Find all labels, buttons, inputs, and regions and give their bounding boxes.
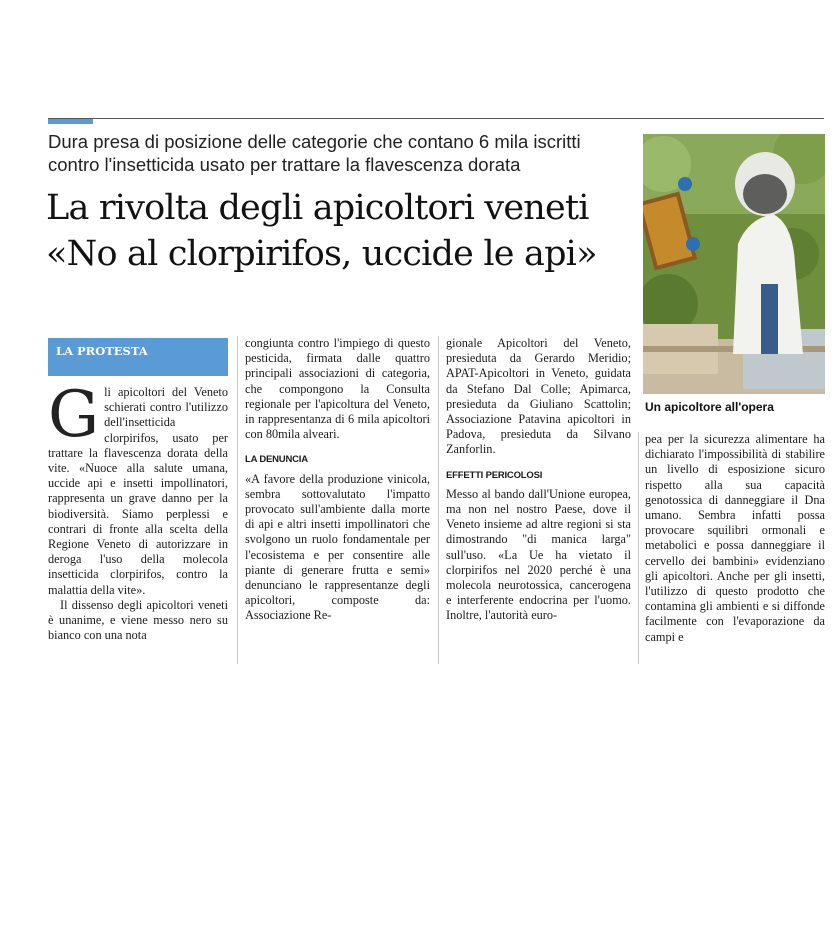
beekeeper-photo — [643, 134, 825, 394]
section-label: LA PROTESTA — [48, 338, 228, 376]
headline — [46, 185, 646, 277]
paragraph: Il dissenso degli apicoltori veneti è unanime, e viene messo nero su bianco con una nota — [48, 597, 228, 643]
paragraph-text: li apicoltori del Veneto schierati contro l'utilizzo dell'insetticida clorpirifos, usato per trattare la flavescenza dorata della vite. «Nuoce alla salute umana, uccide api e insetti impollinatori, rappresenta un grave danno per la biodiversità. Siamo perplessi e contrari di fronte alla scelta della Regione Veneto di autorizzare in deroga l'uso della molecola insetticida clorpirifos, contro la malattia della vite». — [48, 385, 228, 597]
paragraph: gionale Apicoltori del Veneto, presieduta da Gerardo Meridio; APAT-Apicoltori in Veneto, guidata da Stefano Dal Colle; Apimarca, presieduta da Giuliano Scattolin; Associazione Patavina apicoltori in Padova, presieduta da Silvano Zanforlin. — [446, 336, 631, 457]
subheadline — [48, 130, 628, 176]
column-1 — [48, 378, 228, 643]
subheadline-line: contro l'insetticida usato per trattare la flavescenza dorata — [48, 154, 521, 175]
top-rule — [48, 118, 824, 119]
paragraph: «A favore della produzione vinicola, sembra sottovalutato l'impatto provocato sull'ambiente dalla morte di api e altri insetti impollinatori che svolgono un ruolo fondamentale per l'ecosistema e per consentire alle piante di generare frutta e semi» denunciano le rappresentanze degli apicoltori, composte da: Associazione Re- — [245, 471, 430, 623]
paragraph: Messo al bando dall'Unione europea, ma non nel nostro Paese, dove il Veneto insieme ad altre regioni si sta dimostrando "di manica larga" sull'uso. «La Ue ha vietato il clorpirifos nel 2020 perché è una molecola neurotossica, cancerogena e interferente endocrina per l'uomo. Inoltre, l'autorità euro- — [446, 486, 631, 623]
column-2 — [245, 336, 430, 624]
paragraph — [48, 378, 228, 598]
column-4 — [645, 432, 825, 645]
column-3 — [446, 336, 631, 624]
photo-caption: Un apicoltore all'opera — [645, 400, 774, 414]
accent-bar — [48, 119, 93, 124]
column-divider — [237, 336, 238, 664]
paragraph: pea per la sicurezza alimentare ha dichiarato l'impossibilità di stabilire un livello di esposizione sicuro rispetto alla sua capacità genotossica di danneggiare il Dna umano. Sembra infatti possa provocare squilibri ormonali e metabolici e possa danneggiare il cervello dei bambini» evidenziano gli apicoltori. Anche per gli insetti, l'utilizzo di questo prodotto che contamina gli ambienti e si diffonde facilmente con l'evaporazione da campi e — [645, 432, 825, 644]
subheadline-line: Dura presa di posizione delle categorie che contano 6 mila iscritti — [48, 131, 581, 152]
headline-line: «No al clorpirifos, uccide le api» — [46, 234, 597, 274]
beekeeper-illustration — [643, 134, 825, 394]
dropcap: G — [48, 378, 100, 452]
paragraph: congiunta contro l'impiego di questo pesticida, firmata dalle quattro principali associazioni di categoria, che compongono la Consulta regionale per l'apicoltura del Veneto, in rappresentanza di 6 mila apicoltori con 80mila alveari. — [245, 336, 430, 442]
column-divider — [638, 432, 639, 664]
subheading-effetti-pericolosi: EFFETTI PERICOLOSI — [446, 469, 543, 481]
subheading-la-denuncia: LA DENUNCIA — [245, 454, 308, 466]
column-divider — [438, 336, 439, 664]
headline-line: La rivolta degli apicoltori veneti — [46, 188, 589, 228]
